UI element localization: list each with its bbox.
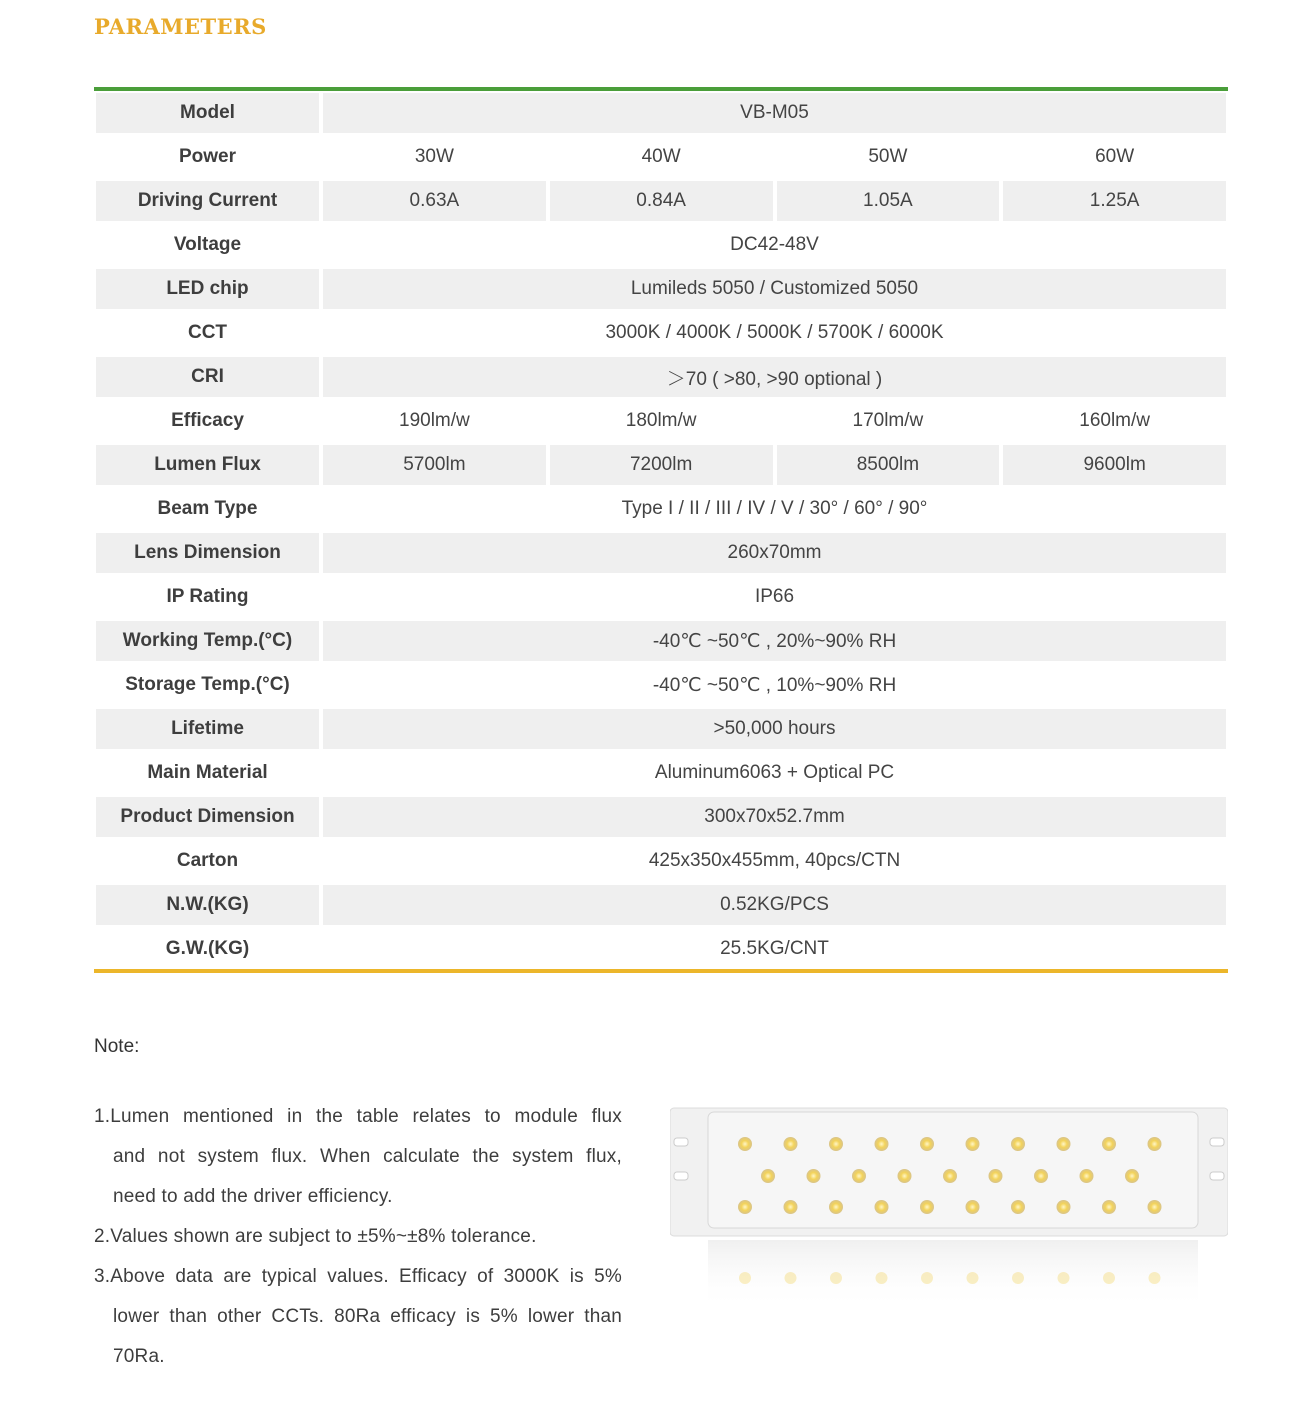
note-line: lower than other CCTs. 80Ra efficacy is 5% lower than — [113, 1306, 622, 1327]
led-chip — [1149, 1272, 1161, 1284]
led-chip — [967, 1272, 979, 1284]
led-chip — [1057, 1200, 1071, 1214]
table-row — [94, 135, 1228, 179]
table-row — [94, 663, 1228, 707]
row-value: 0.63A — [321, 179, 548, 223]
table-row — [94, 531, 1228, 575]
row-value: 50W — [775, 135, 1002, 179]
row-label: Voltage — [94, 223, 321, 267]
note-item-1 — [94, 1097, 622, 1217]
row-value: 190lm/w — [321, 399, 548, 443]
led-chip — [1058, 1272, 1070, 1284]
row-value: 300x70x52.7mm — [321, 795, 1228, 839]
row-value: 0.84A — [548, 179, 775, 223]
row-value: -40℃ ~50℃ , 10%~90% RH — [321, 663, 1228, 707]
led-chip — [875, 1200, 889, 1214]
row-label: Power — [94, 135, 321, 179]
row-value: 1.05A — [775, 179, 1002, 223]
note-line: 3.Above data are typical values. Efficacy of 3000K is 5% — [94, 1266, 622, 1287]
row-value: 25.5KG/CNT — [321, 927, 1228, 971]
led-chip — [738, 1137, 752, 1151]
led-chip — [1011, 1137, 1025, 1151]
row-value: DC42-48V — [321, 223, 1228, 267]
row-label: CCT — [94, 311, 321, 355]
row-value: 8500lm — [775, 443, 1002, 487]
row-label: Efficacy — [94, 399, 321, 443]
table-row — [94, 707, 1228, 751]
table-row — [94, 311, 1228, 355]
row-value: 9600lm — [1001, 443, 1228, 487]
table-row — [94, 751, 1228, 795]
led-chip — [738, 1200, 752, 1214]
led-chip — [1080, 1169, 1094, 1183]
table-row — [94, 223, 1228, 267]
led-chip — [920, 1200, 934, 1214]
row-value: Aluminum6063 + Optical PC — [321, 751, 1228, 795]
led-chip — [1125, 1169, 1139, 1183]
note-title: Note: — [94, 1036, 140, 1057]
led-module-image — [670, 1100, 1228, 1310]
row-label: Driving Current — [94, 179, 321, 223]
led-chip — [875, 1137, 889, 1151]
table-row — [94, 619, 1228, 663]
row-label: Lifetime — [94, 707, 321, 751]
page-title: PARAMETERS — [94, 14, 267, 39]
led-chip — [1103, 1272, 1115, 1284]
row-label: IP Rating — [94, 575, 321, 619]
row-value: 160lm/w — [1001, 399, 1228, 443]
table-row — [94, 883, 1228, 927]
led-chip — [921, 1272, 933, 1284]
led-chip — [1011, 1200, 1025, 1214]
row-value: 60W — [1001, 135, 1228, 179]
table-row — [94, 91, 1228, 135]
row-label: Working Temp.(°C) — [94, 619, 321, 663]
row-value: Lumileds 5050 / Customized 5050 — [321, 267, 1228, 311]
row-value: 7200lm — [548, 443, 775, 487]
led-chip — [1102, 1200, 1116, 1214]
row-value: 5700lm — [321, 443, 548, 487]
led-chip — [1012, 1272, 1024, 1284]
row-value: 0.52KG/PCS — [321, 883, 1228, 927]
led-chip — [1057, 1137, 1071, 1151]
row-label: N.W.(KG) — [94, 883, 321, 927]
row-value: 425x350x455mm, 40pcs/CTN — [321, 839, 1228, 883]
row-value: >50,000 hours — [321, 707, 1228, 751]
led-chip — [1148, 1137, 1162, 1151]
table-row — [94, 487, 1228, 531]
led-chip — [739, 1272, 751, 1284]
led-chip — [876, 1272, 888, 1284]
row-value: VB-M05 — [321, 91, 1228, 135]
table-row — [94, 927, 1228, 971]
led-chip — [989, 1169, 1003, 1183]
note-item-3 — [94, 1257, 622, 1377]
note-line: 2.Values shown are subject to ±5%~±8% tolerance. — [94, 1226, 537, 1247]
row-value: 30W — [321, 135, 548, 179]
led-chip — [898, 1169, 912, 1183]
row-value: 40W — [548, 135, 775, 179]
led-chip — [784, 1137, 798, 1151]
row-value: 260x70mm — [321, 531, 1228, 575]
table-row — [94, 443, 1228, 487]
row-label: Main Material — [94, 751, 321, 795]
led-chip — [966, 1137, 980, 1151]
row-value: 180lm/w — [548, 399, 775, 443]
row-value: 170lm/w — [775, 399, 1002, 443]
led-chip — [829, 1137, 843, 1151]
table-row — [94, 839, 1228, 883]
led-chip — [784, 1200, 798, 1214]
row-label: Carton — [94, 839, 321, 883]
table-row — [94, 267, 1228, 311]
note-line: 70Ra. — [113, 1346, 165, 1367]
led-chip — [1034, 1169, 1048, 1183]
row-label: LED chip — [94, 267, 321, 311]
table-row — [94, 575, 1228, 619]
led-chip — [1102, 1137, 1116, 1151]
led-chip — [920, 1137, 934, 1151]
led-chip — [785, 1272, 797, 1284]
led-chip — [943, 1169, 957, 1183]
row-value: 1.25A — [1001, 179, 1228, 223]
row-value: IP66 — [321, 575, 1228, 619]
led-chip — [807, 1169, 821, 1183]
row-label: Beam Type — [94, 487, 321, 531]
led-chip — [761, 1169, 775, 1183]
note-line: need to add the driver efficiency. — [113, 1186, 393, 1207]
led-chip — [852, 1169, 866, 1183]
led-chip — [830, 1272, 842, 1284]
row-label: Product Dimension — [94, 795, 321, 839]
table-row — [94, 795, 1228, 839]
led-chip — [829, 1200, 843, 1214]
row-value: 3000K / 4000K / 5000K / 5700K / 6000K — [321, 311, 1228, 355]
note-item-2 — [94, 1217, 622, 1257]
led-chip — [1148, 1200, 1162, 1214]
led-chip — [966, 1200, 980, 1214]
row-label: Model — [94, 91, 321, 135]
row-value: Type I / II / III / IV / V / 30° / 60° / 90° — [321, 487, 1228, 531]
table-row — [94, 399, 1228, 443]
row-label: Lumen Flux — [94, 443, 321, 487]
row-label: CRI — [94, 355, 321, 399]
table-bottom-rule — [94, 969, 1228, 973]
note-line: and not system flux. When calculate the system flux, — [113, 1146, 622, 1167]
row-label: Storage Temp.(°C) — [94, 663, 321, 707]
table-row — [94, 355, 1228, 399]
row-label: G.W.(KG) — [94, 927, 321, 971]
row-label: Lens Dimension — [94, 531, 321, 575]
note-line: 1.Lumen mentioned in the table relates to module flux — [94, 1106, 622, 1127]
table-row — [94, 179, 1228, 223]
row-value: ＞70 ( >80, >90 optional ) — [321, 355, 1228, 399]
parameters-table — [94, 91, 1228, 971]
row-value: -40℃ ~50℃ , 20%~90% RH — [321, 619, 1228, 663]
